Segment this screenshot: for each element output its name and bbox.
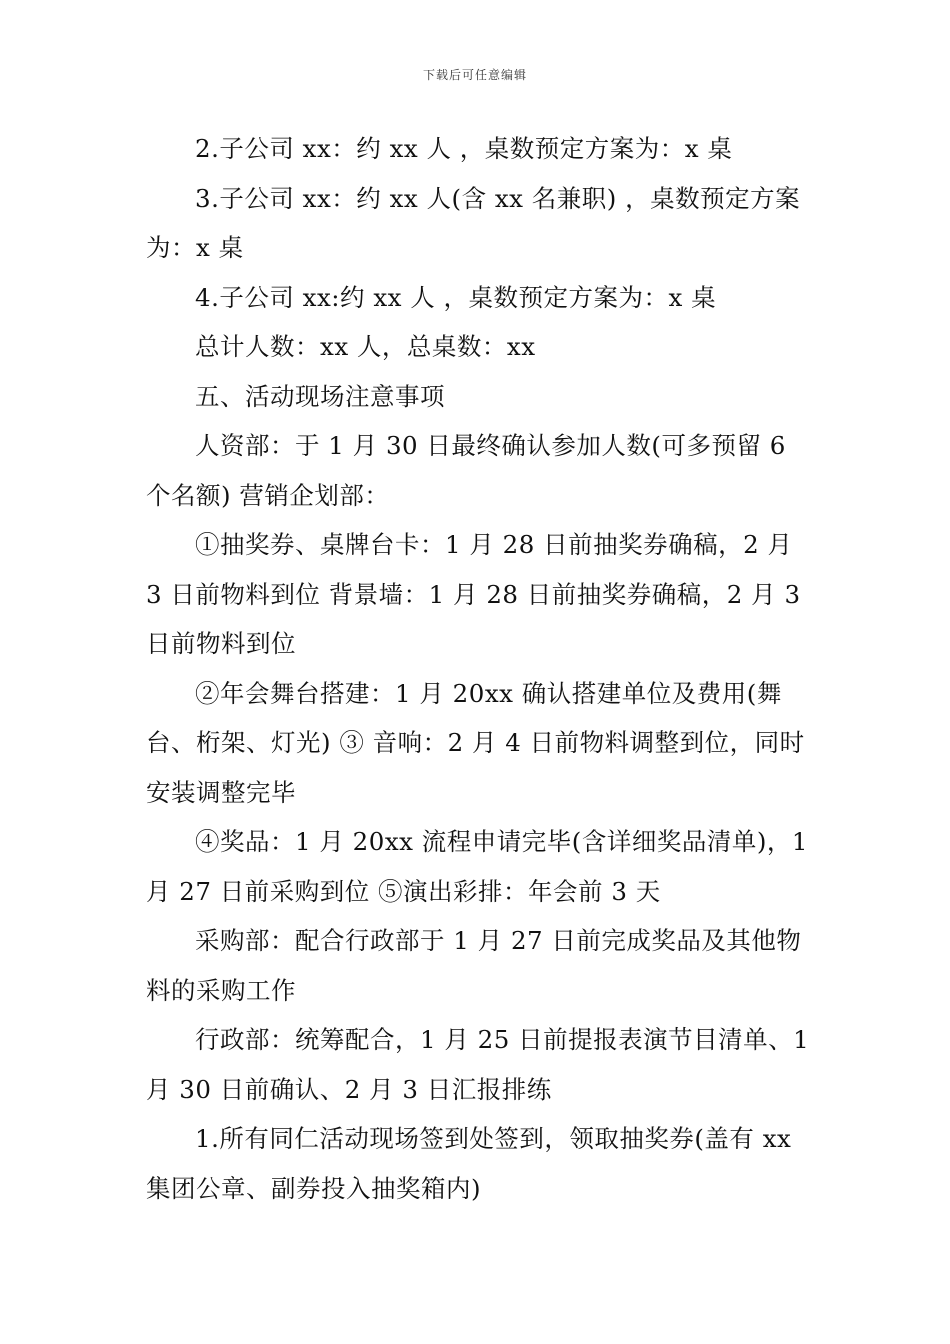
paragraph-subsidiary-2: 2.子公司 xx：约 xx 人 ，桌数预定方案为：x 桌 <box>195 134 733 163</box>
paragraph-purchasing-dept: 采购部：配合行政部于 1 月 27 日前完成奖品及其他物料的采购工作 <box>146 926 802 1005</box>
page-header: 下载后可任意编辑 <box>422 68 527 82</box>
paragraph-hr-dept: 人资部：于 1 月 30 日最终确认参加人数(可多预留 6 个名额) 营销企划部： <box>146 431 786 510</box>
document-body <box>146 124 814 1213</box>
paragraph-admin-dept: 行政部：统筹配合，1 月 25 日前提报表演节目清单、1 月 30 日前确认、2 月 3 日汇报排练 <box>146 1025 810 1104</box>
paragraph-total: 总计人数：xx 人，总桌数：xx <box>195 332 536 361</box>
paragraph-lottery-tickets: ①抽奖券、桌牌台卡：1 月 28 日前抽奖券确稿，2 月 3 日前物料到位 背景墙：1 月 28 日前抽奖券确稿，2 月 3 日前物料到位 <box>146 530 801 658</box>
paragraph-subsidiary-4: 4.子公司 xx:约 xx 人 ，桌数预定方案为：x 桌 <box>195 282 717 312</box>
paragraph-stage-setup: ②年会舞台搭建：1 月 20xx 确认搭建单位及费用(舞台、桁架、灯光) ③ 音响：2 月 4 日前物料调整到位，同时安装调整完毕 <box>146 678 805 807</box>
paragraph-prizes: ④奖品：1 月 20xx 流程申请完毕(含详细奖品清单)，1 月 27 日前采购到位 ⑤演出彩排：年会前 3 天 <box>146 827 808 906</box>
section-heading-onsite-notes: 五、活动现场注意事项 <box>195 381 445 411</box>
paragraph-sign-in: 1.所有同仁活动现场签到处签到，领取抽奖券(盖有 xx 集团公章、副券投入抽奖箱内) <box>146 1124 792 1203</box>
paragraph-subsidiary-3: 3.子公司 xx：约 xx 人(含 xx 名兼职) ，桌数预定方案为：x 桌 <box>146 183 801 262</box>
